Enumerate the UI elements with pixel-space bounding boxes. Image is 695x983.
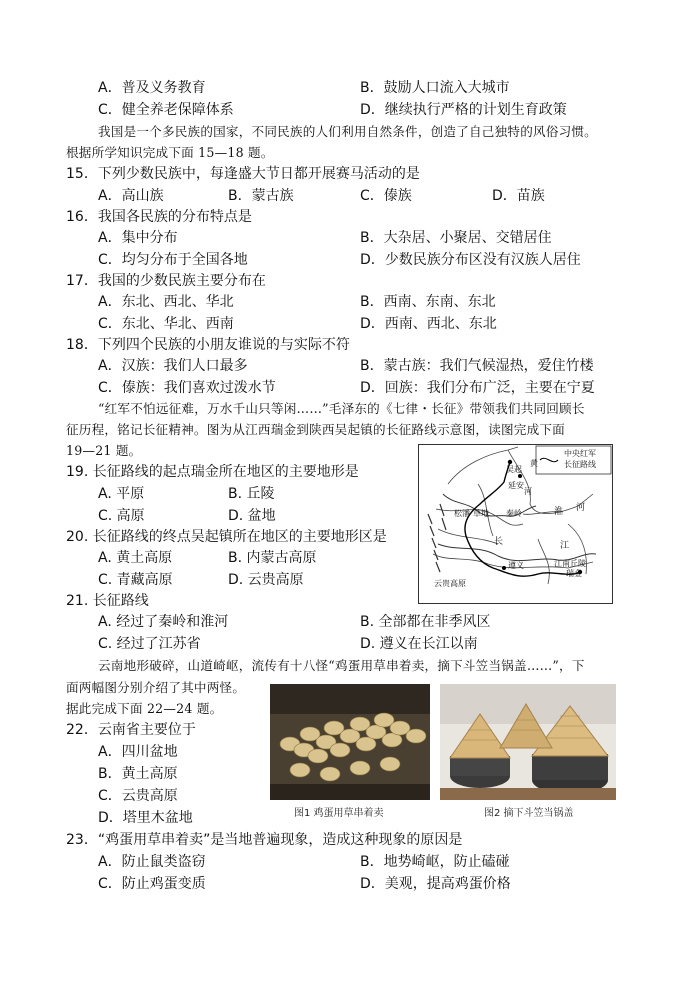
map-label-qinling: 秦岭 — [506, 509, 522, 518]
map-label-wuqi: 吴起 — [506, 465, 522, 474]
q17-stem: 17．我国的少数民族主要分布在 — [66, 273, 266, 289]
q21-option-b: B. 全部都在非季风区 — [360, 614, 491, 630]
map-label-songpan: 松潘 — [454, 509, 470, 518]
map-label-ruijin: 瑞金 — [566, 569, 582, 578]
fig1-caption: 图1 鸡蛋用草串着卖 — [294, 808, 384, 819]
q17-option-d: D．西南、西北、东北 — [360, 316, 497, 332]
q21-option-a: A. 经过了秦岭和淮河 — [98, 614, 229, 630]
q15-option-b: B．蒙古族 — [228, 188, 294, 204]
intro-19-21-line2: 征历程，铭记长征精神。图为从江西瑞金到陕西吴起镇的长征路线示意图，读图完成下面 — [66, 422, 565, 437]
map-label-jiangnan: 江南丘陵 — [554, 559, 586, 568]
q23-stem: 23．“鸡蛋用草串着卖”是当地普遍现象，造成这种现象的原因是 — [66, 832, 463, 848]
map-label-zunyi: 遵义 — [508, 561, 524, 570]
egg-straw-photo — [270, 684, 430, 800]
q19-option-b: B. 丘陵 — [228, 486, 275, 502]
q15-option-c: C．傣族 — [360, 188, 412, 204]
q19-stem: 19. 长征路线的起点瑞金所在地区的主要地形是 — [66, 464, 359, 480]
intro-15-18-line2: 根据所学知识完成下面 15—18 题。 — [66, 145, 274, 160]
q20-option-a: A. 黄土高原 — [98, 550, 173, 566]
map-label-he: 河 — [524, 487, 532, 496]
map-label-yanan: 延安 — [508, 481, 524, 490]
q14-option-b: B．鼓励人口流入大城市 — [360, 80, 510, 96]
q16-option-d: D．少数民族分布区没有汉族人居住 — [360, 252, 581, 268]
q16-stem: 16．我国各民族的分布特点是 — [66, 209, 252, 225]
q15-option-d: D．苗族 — [492, 188, 545, 204]
q22-option-c: C．云贵高原 — [98, 788, 178, 804]
q20-option-c: C. 青藏高原 — [98, 572, 173, 588]
q16-option-b: B．大杂居、小聚居、交错居住 — [360, 230, 552, 246]
q19-option-c: C. 高原 — [98, 508, 145, 524]
q22-option-a: A．四川盆地 — [98, 744, 178, 760]
map-label-chang: 长 — [494, 537, 504, 547]
q23-option-d: D．美观，提高鸡蛋价格 — [360, 876, 511, 892]
q22-stem: 22．云南省主要位于 — [66, 722, 196, 738]
q15-option-a: A．高山族 — [98, 188, 164, 204]
q15-stem: 15．下列少数民族中，每逢盛大节日都开展赛马活动的是 — [66, 166, 420, 182]
map-label-he2: 河 — [576, 503, 586, 513]
fig2-caption: 图2 摘下斗笠当锅盖 — [484, 808, 574, 819]
q20-option-d: D. 云贵高原 — [228, 572, 304, 588]
q18-stem: 18．下列四个民族的小朋友谁说的与实际不符 — [66, 337, 350, 353]
q18-option-d: D．回族：我们分布广泛，主要在宁夏 — [360, 380, 595, 396]
q17-option-c: C．东北、华北、西南 — [98, 316, 234, 332]
q20-option-b: B. 内蒙古高原 — [228, 550, 317, 566]
q14-option-c: C．健全养老保障体系 — [98, 102, 234, 118]
intro-19-21-line1: “红军不怕远征难，万水千山只等闲……”毛泽东的《七律・长征》带领我们共同回顾长 — [98, 401, 585, 416]
hat-lid-photo — [440, 684, 616, 800]
q21-stem: 21. 长征路线 — [66, 593, 149, 609]
q18-option-c: C．傣族：我们喜欢过泼水节 — [98, 380, 276, 396]
map-label-jiang: 江 — [560, 541, 570, 551]
q21-option-d: D. 遵义在长江以南 — [360, 636, 478, 652]
map-label-yungui: 云贵高原 — [434, 579, 466, 588]
q18-option-b: B．蒙古族：我们气候湿热，爱住竹楼 — [360, 358, 594, 374]
map-legend-label-2: 长征路线 — [564, 460, 596, 469]
q22-option-b: B．黄土高原 — [98, 766, 178, 782]
q16-option-c: C．均匀分布于全国各地 — [98, 252, 248, 268]
long-march-map — [418, 444, 613, 604]
map-label-huai: 淮 — [554, 507, 564, 517]
q16-option-a: A．集中分布 — [98, 230, 178, 246]
intro-22-24-line2: 面两幅图分别介绍了其中两怪。 — [66, 680, 246, 695]
q19-option-a: A. 平原 — [98, 486, 145, 502]
intro-22-24-line3: 据此完成下面 22—24 题。 — [66, 701, 223, 716]
q20-stem: 20. 长征路线的终点吴起镇所在地区的主要地形区是 — [66, 529, 387, 545]
q17-option-b: B．西南、东南、东北 — [360, 294, 496, 310]
q19-option-d: D. 盆地 — [228, 508, 276, 524]
map-label-huang: 黄 — [530, 459, 538, 468]
intro-22-24-line1: 云南地形破碎，山道崎岖，流传有十八怪“鸡蛋用草串着卖，摘下斗笠当锅盖……”，下 — [98, 658, 585, 673]
q22-option-d: D．塔里木盆地 — [98, 810, 193, 826]
intro-19-21-line3: 19—21 题。 — [66, 443, 142, 458]
intro-15-18-line1: 我国是一个多民族的国家，不同民族的人们利用自然条件，创造了自己独特的风俗习惯。 — [98, 124, 597, 139]
q14-option-d: D．继续执行严格的计划生育政策 — [360, 102, 567, 118]
q23-option-a: A．防止鼠类盗窃 — [98, 854, 206, 870]
map-label-caodi: 草地 — [473, 509, 489, 518]
map-legend-label-1: 中央红军 — [564, 449, 596, 458]
q18-option-a: A．汉族：我们人口最多 — [98, 358, 248, 374]
q23-option-c: C．防止鸡蛋变质 — [98, 876, 206, 892]
q23-option-b: B．地势崎岖，防止磕碰 — [360, 854, 510, 870]
q17-option-a: A．东北、西北、华北 — [98, 294, 234, 310]
q21-option-c: C. 经过了江苏省 — [98, 636, 201, 652]
q14-option-a: A．普及义务教育 — [98, 80, 206, 96]
